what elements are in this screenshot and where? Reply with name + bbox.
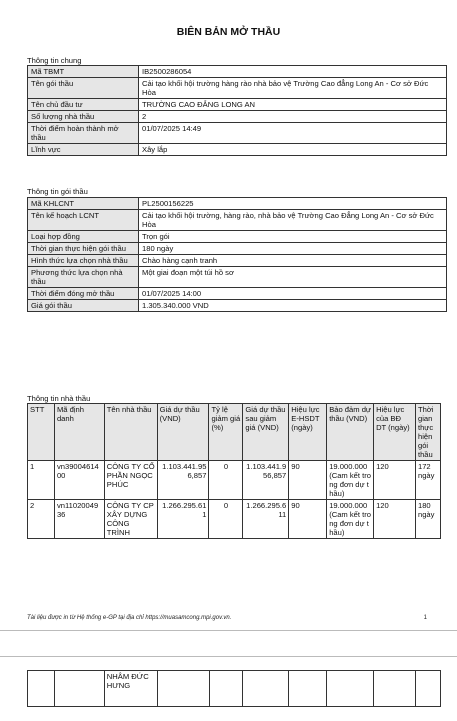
cell: 2	[28, 500, 55, 539]
table-row	[28, 99, 447, 111]
row-label: Giá gói thầu	[28, 300, 139, 312]
row-value: 01/07/2025 14:49	[139, 123, 447, 144]
col-header: Hiệu lực E-HSDT (ngày)	[289, 404, 327, 461]
general-heading: Thông tin chung	[27, 56, 82, 65]
table-row	[28, 111, 447, 123]
package-heading: Thông tin gói thầu	[27, 187, 88, 196]
table-row	[28, 210, 447, 231]
row-value: 1.305.340.000 VND	[139, 300, 447, 312]
cell: 1.266.295.611	[243, 500, 289, 539]
cell	[28, 671, 55, 707]
cell: 120	[374, 500, 416, 539]
row-label: Thời gian thực hiện gói thầu	[28, 243, 139, 255]
row-value: Xây lắp	[139, 144, 447, 156]
col-header: Tên nhà thầu	[104, 404, 157, 461]
table-row	[28, 500, 441, 539]
cell: 120	[374, 461, 416, 500]
col-header: Mã định danh	[54, 404, 104, 461]
bidders-table-continued	[27, 670, 441, 707]
row-value: 01/07/2025 14:00	[139, 288, 447, 300]
row-value: 180 ngày	[139, 243, 447, 255]
page-footer	[27, 615, 427, 621]
cell: 90	[289, 500, 327, 539]
cell: 90	[289, 461, 327, 500]
col-header: Giá dự thầu sau giảm giá (VND)	[243, 404, 289, 461]
cell: 180 ngày	[415, 500, 440, 539]
cell: 0	[209, 500, 243, 539]
cell: NHÂM ĐỨC HƯNG	[104, 671, 157, 707]
cell: vn1102004936	[54, 500, 104, 539]
row-value: Cải tạo khối hội trường, hàng rào, nhà bảo vệ Trường Cao Đẳng Long An - Cơ sở Đức Hòa	[139, 210, 447, 231]
row-value: Cải tạo khối hội trường hàng rào nhà bảo vệ Trường Cao đẳng Long An - Cơ sở Đức Hòa	[139, 78, 447, 99]
cell: 1.103.441.956,857	[243, 461, 289, 500]
page-title: BIÊN BẢN MỞ THẦU	[176, 26, 281, 38]
table-row	[28, 231, 447, 243]
cell: vn3900461400	[54, 461, 104, 500]
row-value: 2	[139, 111, 447, 123]
col-header: Hiệu lực của BĐ DT (ngày)	[374, 404, 416, 461]
col-header: Giá dự thầu (VND)	[157, 404, 209, 461]
row-label: Phương thức lựa chọn nhà thầu	[28, 267, 139, 288]
cell: 1.103.441.956,857	[157, 461, 209, 500]
cell	[289, 671, 327, 707]
cell	[416, 671, 441, 707]
table-row	[28, 123, 447, 144]
cell: 1	[28, 461, 55, 500]
general-table	[27, 65, 447, 156]
row-value: Một giai đoạn một túi hồ sơ	[139, 267, 447, 288]
page-divider	[0, 656, 457, 657]
row-value: IB2500286054	[139, 66, 447, 78]
table-row	[28, 300, 447, 312]
footer-text: Tài liệu được in từ Hệ thống e-GP tại địa chỉ https://muasamcong.mpi.gov.vn.	[27, 615, 232, 621]
cell: 0	[209, 461, 243, 500]
table-row	[28, 461, 441, 500]
table-row	[28, 267, 447, 288]
row-label: Mã KHLCNT	[28, 198, 139, 210]
table-row	[28, 198, 447, 210]
row-label: Thời điểm đóng mở thầu	[28, 288, 139, 300]
cell: 19.000.000 (Cam kết trong đơn dự thầu)	[327, 500, 374, 539]
cell	[243, 671, 289, 707]
row-label: Hình thức lựa chọn nhà thầu	[28, 255, 139, 267]
row-label: Thời điểm hoàn thành mở thầu	[28, 123, 139, 144]
row-label: Tên chủ đầu tư	[28, 99, 139, 111]
page-number: 1	[423, 615, 427, 621]
cell	[327, 671, 374, 707]
bidders-heading: Thông tin nhà thầu	[27, 394, 91, 403]
col-header: Tỷ lệ giảm giá (%)	[209, 404, 243, 461]
table-row	[28, 144, 447, 156]
cell: 1.266.295.611	[157, 500, 209, 539]
cell: CÔNG TY CP XÂY DỰNG CÔNG TRÌNH	[104, 500, 157, 539]
col-header: Thời gian thực hiện gói thầu	[415, 404, 440, 461]
cell	[374, 671, 416, 707]
col-header: STT	[28, 404, 55, 461]
table-row	[28, 671, 441, 707]
row-label: Lĩnh vực	[28, 144, 139, 156]
table-header-row	[28, 404, 441, 461]
bidders-table	[27, 403, 441, 539]
row-label: Mã TBMT	[28, 66, 139, 78]
row-value: Trọn gói	[139, 231, 447, 243]
table-row	[28, 66, 447, 78]
row-label: Tên gói thầu	[28, 78, 139, 99]
table-row	[28, 255, 447, 267]
col-header: Bảo đảm dự thầu (VND)	[327, 404, 374, 461]
row-value: Chào hàng cạnh tranh	[139, 255, 447, 267]
package-table	[27, 197, 447, 312]
table-row	[28, 243, 447, 255]
cell: 19.000.000 (Cam kết trong đơn dự thầu)	[327, 461, 374, 500]
row-label: Số lượng nhà thầu	[28, 111, 139, 123]
row-value: PL2500156225	[139, 198, 447, 210]
row-label: Tên kế hoạch LCNT	[28, 210, 139, 231]
cell: 172 ngày	[415, 461, 440, 500]
cell	[54, 671, 104, 707]
table-row	[28, 78, 447, 99]
row-value: TRƯỜNG CAO ĐẲNG LONG AN	[139, 99, 447, 111]
table-row	[28, 288, 447, 300]
cell: CÔNG TY CỔ PHẦN NGỌC PHÚC	[104, 461, 157, 500]
cell	[157, 671, 209, 707]
cell	[209, 671, 243, 707]
page-divider	[0, 630, 457, 631]
row-label: Loại hợp đồng	[28, 231, 139, 243]
